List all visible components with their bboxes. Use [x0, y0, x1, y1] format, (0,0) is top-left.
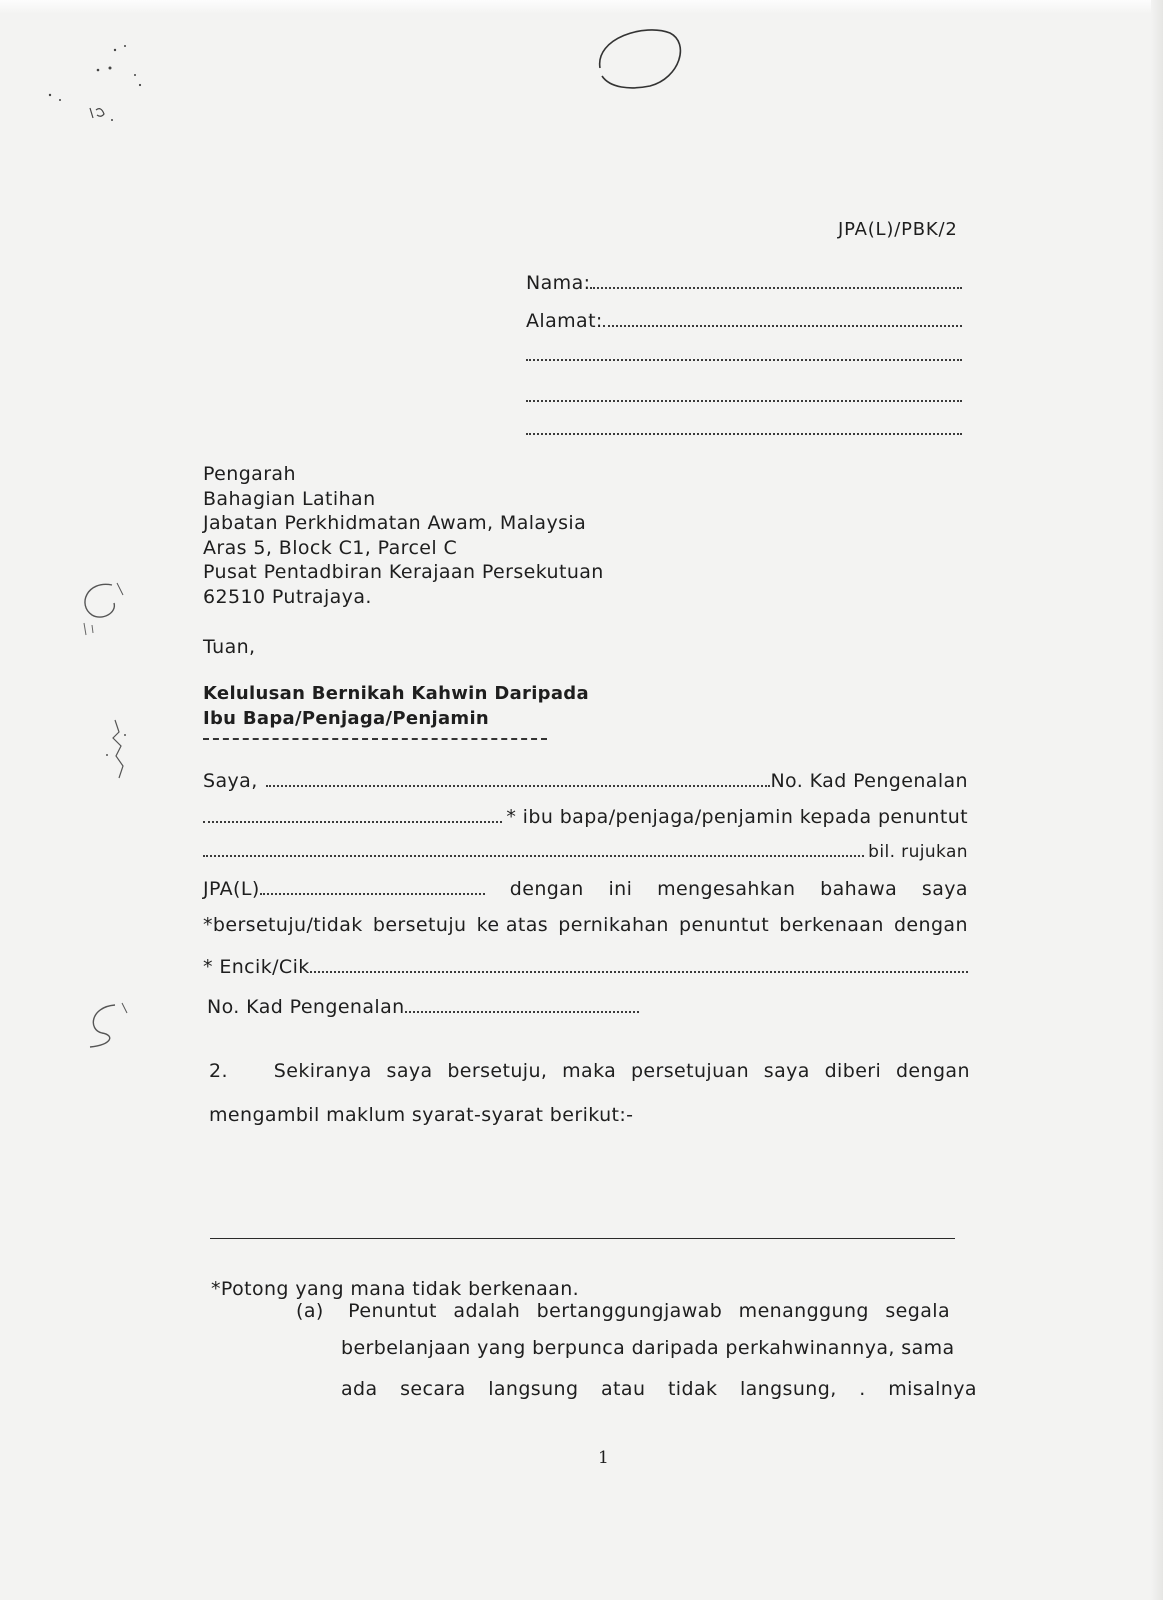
word: langsung,: [739, 1378, 837, 1400]
word: Penuntut: [348, 1300, 437, 1322]
alamat-dotted-blank-1[interactable]: [603, 325, 962, 327]
scan-edge-top: [0, 0, 1163, 14]
recipient-line: Pengarah: [203, 463, 296, 485]
subject-block: [203, 681, 589, 731]
word: ada: [341, 1378, 378, 1400]
alamat-field-line[interactable]: [526, 310, 962, 332]
recipient-address: [203, 462, 604, 609]
word: saya: [921, 878, 968, 900]
word: ini: [608, 878, 633, 900]
saya-label: Saya,: [203, 770, 258, 792]
recipient-line: Aras 5, Block C1, Parcel C: [203, 536, 458, 559]
recipient-line: Jabatan Perkhidmatan Awam, Malaysia: [203, 512, 587, 534]
alamat-label: Alamat:: [526, 310, 603, 332]
alamat-dotted-blank-2[interactable]: [526, 359, 962, 361]
word: atau: [601, 1378, 646, 1400]
saya-line: [203, 770, 968, 792]
alamat-dotted-blank-3[interactable]: [526, 400, 962, 402]
spouse-ic-blank[interactable]: [405, 1011, 639, 1013]
saya-name-blank[interactable]: [266, 785, 771, 787]
jpa-l-ref-blank[interactable]: [260, 893, 485, 895]
word: maka: [562, 1060, 617, 1082]
punch-hole-mark-1: [72, 575, 132, 645]
word: menanggung: [738, 1300, 869, 1322]
word: pernikahan: [558, 914, 669, 936]
no-kad-label: No. Kad Pengenalan: [770, 770, 968, 792]
subject-underline: [203, 738, 547, 740]
punch-hole-mark-2: [80, 995, 140, 1055]
bersetuju-line: [203, 914, 968, 936]
scan-scribble-mark: [95, 715, 145, 785]
scan-specks-top-left: [40, 40, 180, 130]
paragraph-2-line-1: [209, 1060, 970, 1082]
jpa-l-line: [203, 878, 968, 900]
word: .: [859, 1378, 866, 1400]
word: Sekiranya: [273, 1060, 372, 1082]
word: bertanggungjawab: [536, 1300, 723, 1322]
jpa-l-label: JPA(L): [203, 878, 260, 900]
word: persetujuan: [630, 1060, 750, 1082]
no-kad-2-label: No. Kad Pengenalan: [207, 996, 405, 1018]
footnote-separator: [210, 1238, 955, 1239]
item-a-line-1: [296, 1300, 950, 1322]
page-number: 1: [598, 1448, 609, 1468]
paragraph-number: 2.: [209, 1060, 228, 1082]
no-kad-2-line: [207, 996, 639, 1018]
encik-cik-line: [203, 956, 968, 978]
encik-cik-label: * Encik/Cik: [203, 956, 310, 978]
word: dengan: [893, 914, 968, 936]
word: misalnya: [888, 1378, 977, 1400]
recipient-line: 62510 Putrajaya.: [203, 585, 372, 608]
word: bersetuju,: [447, 1060, 548, 1082]
word: ke atas: [476, 914, 549, 936]
scan-edge-right: [1151, 0, 1163, 1600]
word: secara: [400, 1378, 466, 1400]
word: diberi: [824, 1060, 882, 1082]
subject-line-1: Kelulusan Bernikah Kahwin Daripada: [203, 683, 589, 704]
word: dengan: [509, 878, 584, 900]
student-name-blank[interactable]: [203, 855, 864, 857]
item-a-marker: (a): [296, 1300, 324, 1322]
word: tidak: [667, 1378, 718, 1400]
bil-rujukan-line: [203, 842, 968, 862]
word: *bersetuju/tidak: [203, 914, 363, 936]
reference-code: JPA(L)/PBK/2: [838, 219, 958, 240]
word: dengan: [895, 1060, 970, 1082]
word: penuntut: [679, 914, 770, 936]
nama-label: Nama:: [526, 272, 591, 294]
handwritten-circle-mark: [590, 18, 690, 98]
word: saya: [386, 1060, 433, 1082]
ibu-bapa-line: [203, 806, 968, 828]
subject-line-2: Ibu Bapa/Penjaga/Penjamin: [203, 708, 490, 729]
word: langsung: [488, 1378, 579, 1400]
nama-field-line[interactable]: [526, 272, 962, 294]
item-a-line-3: [341, 1378, 977, 1400]
salutation: Tuan,: [203, 636, 256, 658]
recipient-line: Bahagian Latihan: [203, 487, 376, 510]
nama-dotted-blank[interactable]: [590, 287, 962, 289]
bil-rujukan-label: bil. rujukan: [868, 842, 968, 862]
item-a-line-2: berbelanjaan yang berpunca daripada perkahwinannya, sama: [341, 1337, 955, 1359]
alamat-dotted-blank-4[interactable]: [526, 433, 962, 435]
word: bahawa: [820, 878, 898, 900]
recipient-line: Pusat Pentadbiran Kerajaan Persekutuan: [203, 561, 604, 583]
paragraph-2-line-2: mengambil maklum syarat-syarat berikut:-: [209, 1104, 634, 1126]
spouse-name-blank[interactable]: [310, 971, 968, 973]
word: berkenaan: [779, 914, 884, 936]
word: bersetuju: [372, 914, 467, 936]
word: adalah: [453, 1300, 521, 1322]
footnote: *Potong yang mana tidak berkenaan.: [211, 1278, 580, 1300]
word: mengesahkan: [657, 878, 796, 900]
word: segala: [885, 1300, 950, 1322]
ibu-bapa-text: * ibu bapa/penjaga/penjamin kepada penuntut: [506, 806, 968, 828]
jpa-l-group: [203, 878, 485, 900]
ic-number-blank[interactable]: [203, 821, 502, 823]
word: saya: [763, 1060, 810, 1082]
